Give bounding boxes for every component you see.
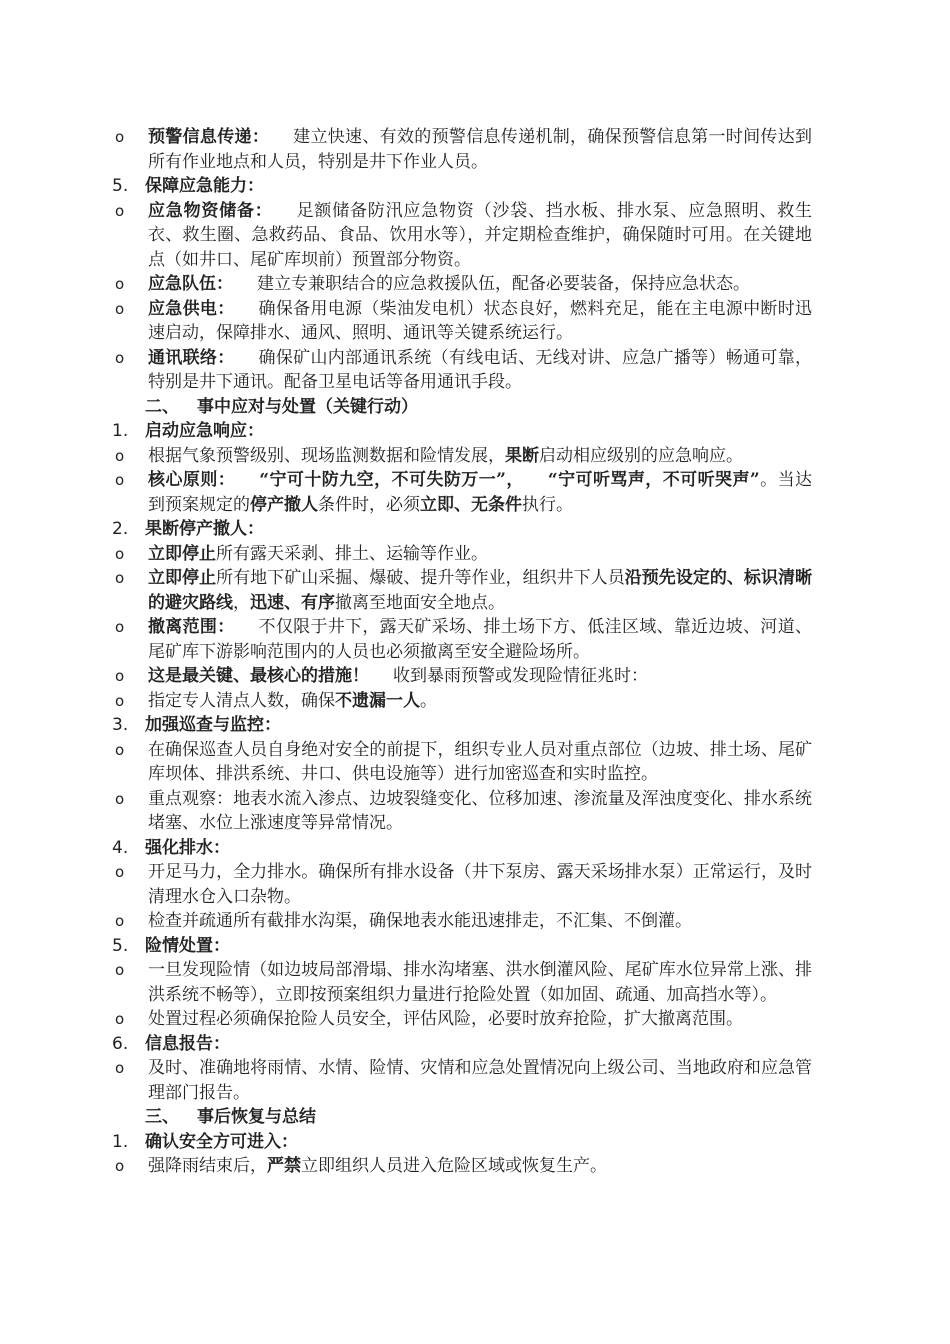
section-number: 4. bbox=[112, 837, 129, 858]
item-label: 应急队伍： bbox=[148, 274, 233, 294]
item-text: 。当达到预案规定的 bbox=[148, 470, 813, 515]
part-heading-3 bbox=[112, 1105, 812, 1130]
section-heading-6 bbox=[112, 1032, 812, 1057]
emphasis-text: 严禁 bbox=[267, 1156, 301, 1176]
document-body bbox=[112, 125, 812, 1179]
list-item-power bbox=[112, 297, 812, 346]
list-item-response bbox=[112, 444, 812, 469]
section-number: 1. bbox=[112, 1131, 129, 1152]
item-text: 。 bbox=[420, 690, 437, 711]
list-item-principle bbox=[112, 468, 812, 517]
item-text: 启动相应级别的应急响应。 bbox=[539, 445, 743, 466]
bullet-marker: o bbox=[115, 961, 125, 979]
emphasis-text: 沿预先设定的、标识清晰的避灾路线 bbox=[148, 568, 813, 613]
item-label: 应急物资储备： bbox=[148, 200, 273, 221]
section-title: 保障应急能力： bbox=[145, 176, 264, 196]
item-text: 所有露天采剥、排土、运输等作业。 bbox=[216, 543, 488, 564]
item-text: 足额储备防汛应急物资（沙袋、挡水板、排水泵、应急照明、救生衣、救生圈、急救药品、食品、饮用水等），并定期检查维护，确保随时可用。在关键地点（如井口、尾矿库坝前）预置部分物资。 bbox=[148, 200, 813, 270]
principle-quote-2: “宁可听骂声，不可听哭声” bbox=[547, 470, 760, 490]
item-text: 建立专兼职结合的应急救援队伍，配备必要装备，保持应急状态。 bbox=[257, 274, 750, 294]
section-title: 强化排水： bbox=[145, 837, 230, 858]
section-heading-2 bbox=[112, 517, 812, 542]
item-text: 一旦发现险情（如边坡局部滑塌、排水沟堵塞、洪水倒灌风险、尾矿库水位异常上涨、排洪系统不畅等），立即按预案组织力量进行抢险处置（如加固、疏通、加高挡水等）。 bbox=[148, 960, 812, 1005]
emphasis-text: 停产撤人 bbox=[250, 494, 318, 515]
emphasis-text: 不遗漏一人 bbox=[335, 690, 420, 711]
bullet-marker: o bbox=[115, 863, 125, 881]
section-heading-5b bbox=[112, 934, 812, 959]
emphasis-text: 立即停止 bbox=[148, 568, 217, 588]
list-item-patrol bbox=[112, 738, 812, 787]
item-text: ， bbox=[233, 592, 250, 613]
list-item-no-entry bbox=[112, 1154, 812, 1179]
section-title: 信息报告： bbox=[145, 1033, 230, 1054]
section-heading-5 bbox=[112, 174, 812, 199]
bullet-marker: o bbox=[115, 1010, 125, 1028]
section-heading-3 bbox=[112, 713, 812, 738]
part-heading-2 bbox=[112, 395, 812, 420]
item-text: 确保矿山内部通讯系统（有线电话、无线对讲、应急广播等）畅通可靠，特别是井下通讯。配备卫星电话等备用通讯手段。 bbox=[148, 347, 813, 392]
item-text: 处置过程必须确保抢险人员安全，评估风险，必要时放弃抢险，扩大撤离范围。 bbox=[148, 1009, 743, 1029]
item-text: 根据气象预警级别、现场监测数据和险情发展， bbox=[148, 445, 505, 466]
emphasis-text: 立即停止 bbox=[148, 543, 216, 564]
bullet-marker: o bbox=[115, 275, 125, 293]
item-text: 确保备用电源（柴油发电机）状态良好，燃料充足，能在主电源中断时迅速启动，保障排水、通风、照明、通讯等关键系统运行。 bbox=[148, 298, 813, 343]
item-text: 开足马力，全力排水。确保所有排水设备（井下泵房、露天采场排水泵）正常运行，及时清理水仓入口杂物。 bbox=[148, 862, 812, 907]
emphasis-text: 迅速、有序 bbox=[250, 592, 335, 613]
bullet-marker: o bbox=[115, 618, 125, 636]
bullet-marker: o bbox=[115, 348, 125, 367]
item-text: 在确保巡查人员自身绝对安全的前提下，组织专业人员对重点部位（边坡、排土场、尾矿库坝体、排洪系统、井口、供电设施等）进行加密巡查和实时监控。 bbox=[148, 739, 812, 784]
list-item-evac-scope bbox=[112, 615, 812, 664]
list-item-comm bbox=[112, 346, 812, 395]
item-text: 不仅限于井下，露天矿采场、排土场下方、低洼区域、靠近边坡、河道、尾矿库下游影响范围内的人员也必须撤离至安全避险场所。 bbox=[148, 617, 813, 662]
bullet-marker: o bbox=[115, 667, 125, 685]
item-text: 重点观察：地表水流入渗点、边坡裂缝变化、位移加速、渗流量及浑浊度变化、排水系统堵塞、水位上涨速度等异常情况。 bbox=[148, 788, 812, 833]
section-title: 启动应急响应： bbox=[145, 421, 264, 441]
list-item-team bbox=[112, 272, 812, 297]
list-item-observation bbox=[112, 787, 812, 836]
bullet-marker: o bbox=[115, 446, 125, 465]
section-title: 果断停产撤人： bbox=[145, 519, 264, 539]
item-text: 条件时，必须 bbox=[318, 494, 420, 515]
part-title: 事后恢复与总结 bbox=[197, 1107, 316, 1127]
item-label: 这是最关键、最核心的措施！ bbox=[148, 666, 369, 686]
list-item-stop-underground bbox=[112, 566, 812, 615]
section-number: 5. bbox=[112, 176, 129, 196]
bullet-marker: o bbox=[115, 299, 125, 318]
part-number: 三、 bbox=[145, 1107, 179, 1127]
section-heading-1 bbox=[112, 419, 812, 444]
item-text: 及时、准确地将雨情、水情、险情、灾情和应急处置情况向上级公司、当地政府和应急管理部门报告。 bbox=[148, 1058, 812, 1103]
section-number: 1. bbox=[112, 421, 129, 441]
part-title: 事中应对与处置（关键行动） bbox=[197, 396, 418, 417]
list-item-early-warning bbox=[112, 125, 812, 174]
section-heading-p3-1 bbox=[112, 1130, 812, 1155]
bullet-marker: o bbox=[115, 912, 125, 930]
item-text: 立即组织人员进入危险区域或恢复生产。 bbox=[301, 1156, 607, 1176]
section-title: 确认安全方可进入： bbox=[145, 1131, 298, 1152]
section-title: 险情处置： bbox=[145, 935, 230, 956]
bullet-marker: o bbox=[115, 544, 125, 563]
item-text: 检查并疏通所有截排水沟渠，确保地表水能迅速排走，不汇集、不倒灌。 bbox=[148, 911, 692, 931]
item-label: 应急供电： bbox=[148, 298, 235, 319]
bullet-marker: o bbox=[115, 1157, 125, 1175]
list-item-headcount bbox=[112, 689, 812, 714]
bullet-marker: o bbox=[115, 201, 125, 220]
section-heading-4 bbox=[112, 836, 812, 861]
part-number: 二、 bbox=[145, 396, 179, 417]
bullet-marker: o bbox=[115, 691, 125, 710]
list-item-rescuer-safety bbox=[112, 1007, 812, 1032]
bullet-marker: o bbox=[115, 569, 125, 587]
section-number: 5. bbox=[112, 935, 129, 956]
list-item-drainage bbox=[112, 860, 812, 909]
item-label: 撤离范围： bbox=[148, 617, 235, 637]
emphasis-text: 立即、无条件 bbox=[420, 494, 522, 515]
bullet-marker: o bbox=[115, 789, 125, 808]
bullet-marker: o bbox=[115, 128, 125, 146]
item-text: 建立快速、有效的预警信息传递机制，确保预警信息第一时间传达到所有作业地点和人员，特别是井下作业人员。 bbox=[148, 127, 813, 172]
list-item-stop-open-pit bbox=[112, 542, 812, 567]
principle-quote-1: “宁可十防九空，不可失防万一”， bbox=[259, 470, 524, 490]
section-title: 加强巡查与监控： bbox=[145, 715, 281, 735]
item-text: 收到暴雨预警或发现险情征兆时： bbox=[393, 666, 648, 686]
list-item-report bbox=[112, 1056, 812, 1105]
bullet-marker: o bbox=[115, 740, 125, 759]
item-label: 核心原则： bbox=[148, 470, 236, 490]
list-item-ditches bbox=[112, 909, 812, 934]
bullet-marker: o bbox=[115, 471, 125, 489]
list-item-materials bbox=[112, 199, 812, 273]
emphasis-text: 果断 bbox=[505, 445, 539, 466]
section-number: 2. bbox=[112, 519, 129, 539]
item-text: 撤离至地面安全地点。 bbox=[335, 592, 505, 613]
section-number: 3. bbox=[112, 715, 129, 735]
item-text: 所有地下矿山采掘、爆破、提升等作业，组织井下人员 bbox=[216, 568, 625, 588]
list-item-key-measure bbox=[112, 664, 812, 689]
list-item-hazard bbox=[112, 958, 812, 1007]
item-text: 执行。 bbox=[522, 494, 573, 515]
section-number: 6. bbox=[112, 1033, 129, 1054]
item-label: 通讯联络： bbox=[148, 347, 235, 368]
item-text: 指定专人清点人数，确保 bbox=[148, 690, 335, 711]
bullet-marker: o bbox=[115, 1059, 125, 1077]
item-label: 预警信息传递： bbox=[148, 127, 270, 147]
item-text: 强降雨结束后， bbox=[148, 1156, 267, 1176]
